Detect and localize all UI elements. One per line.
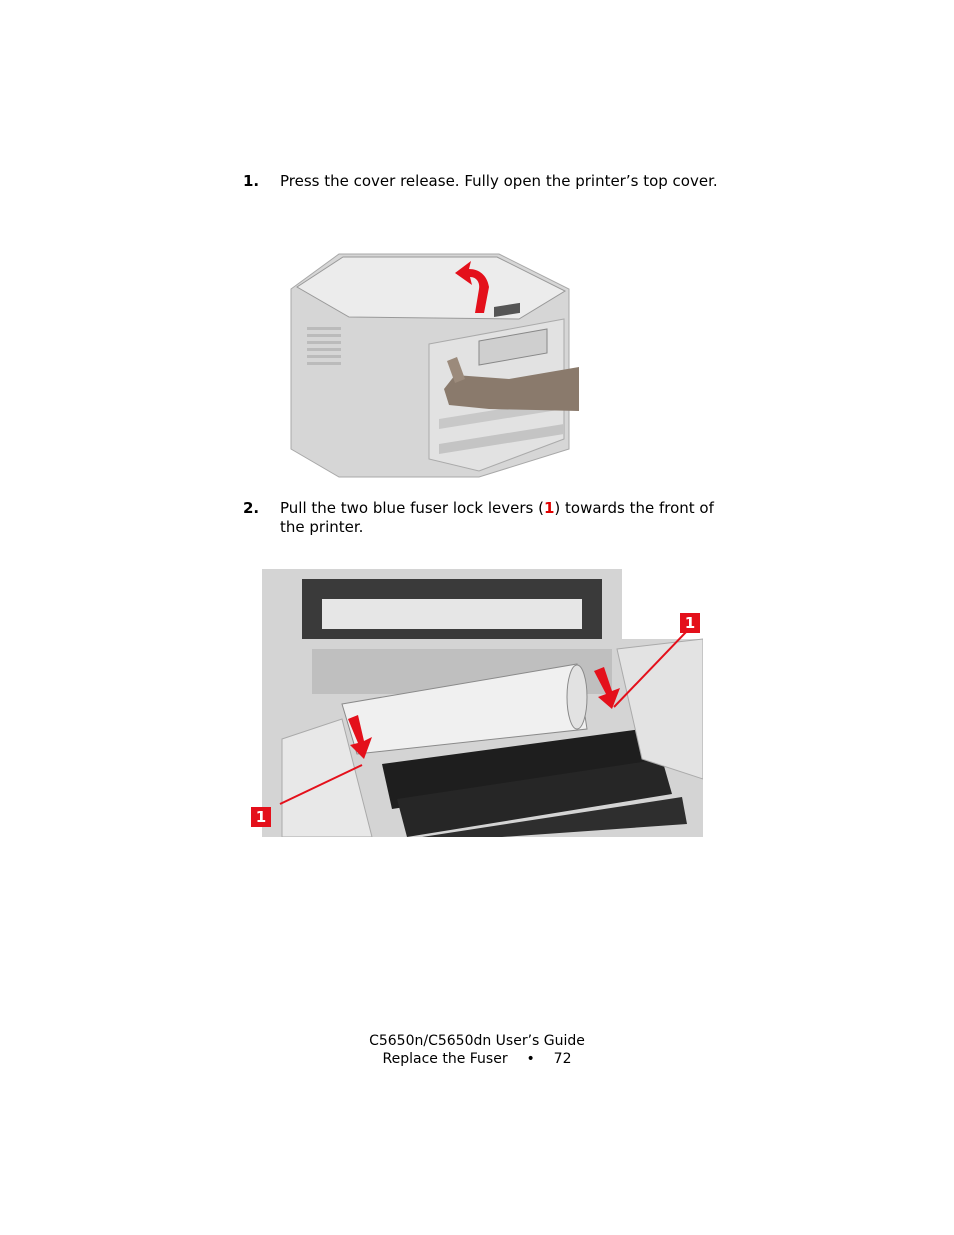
step-text-before: Pull the two blue fuser lock levers ( — [280, 499, 544, 517]
footer-guide-title: C5650n/C5650dn User’s Guide — [369, 1033, 585, 1049]
step-1 — [243, 172, 723, 191]
footer-bullet: • — [526, 1051, 535, 1067]
callout-badge: 1 — [680, 613, 700, 633]
step-number: 1. — [243, 172, 260, 190]
step-2 — [243, 499, 723, 537]
step-text-after: ) towards the front of the printer. — [280, 499, 714, 536]
step-number: 2. — [243, 499, 260, 517]
callout-reference: 1 — [543, 499, 555, 517]
footer-section: Replace the Fuser — [382, 1051, 508, 1067]
printer-cover-open-photo — [279, 249, 579, 481]
step-text — [280, 499, 723, 537]
fuser-levers-photo — [250, 569, 705, 839]
printer-interior-image — [262, 569, 703, 837]
page-number: 72 — [553, 1051, 572, 1067]
callout-badge: 1 — [251, 807, 271, 827]
footer-section-line — [0, 1050, 954, 1068]
step-text: Press the cover release. Fully open the printer’s top cover. — [280, 172, 718, 190]
footer — [0, 1032, 954, 1068]
